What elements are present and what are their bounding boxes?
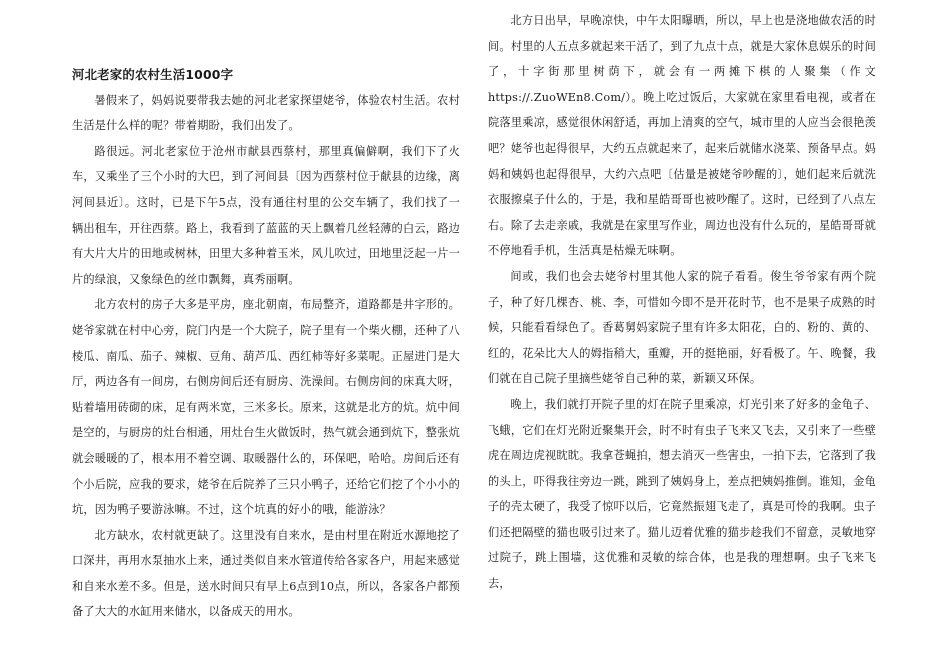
document-title: 河北老家的农村生活1000字	[72, 67, 234, 82]
paragraph: 路很远。河北老家位于沧州市献县西蔡村，那里真偏僻啊，我们下了火车，又乘坐了三个小时的大巴，到了河间县〔因为西蔡村位于献县的边缘，离河间县近〕。这时，已是下午5点，没有通往村里的公交车辆了，我们找了一辆出租车，开往西蔡。路上，我看到了蓝蓝的天上飘着几丝轻薄的白云，路边有大片大片的田地或树林，田里大多种着玉米，风儿吹过，田地里泛起一片一片的绿浪，又象绿色的丝巾飘舞，真秀丽啊。	[72, 144, 460, 286]
paragraph: 间或，我们也会去姥爷村里其他人家的院子看看。俊生爷爷家有两个院子，种了好几棵杏、桃、李，可惜如今即不是开花时节，也不是果子成熟的时候，只能看看绿色了。香葛舅妈家院子里有许多太阳花，白的、粉的、黄的、红的，花朵比大人的姆指稍大，重瓣，开的挺艳丽，好看极了。午、晚餐，我们就在自己院子里摘些姥爷自己种的菜，新颖又环保。	[488, 269, 876, 386]
paragraph: 暑假来了，妈妈说要带我去她的河北老家探望姥爷，体验农村生活。农村生活是什么样的呢？带着期盼，我们出发了。	[72, 93, 460, 133]
paragraph: 晚上，我们就打开院子里的灯在院子里乘凉，灯光引来了好多的金龟子、飞蛾，它们在灯光附近聚集开会，时不时有虫子飞来又飞去，又引来了一些壁虎在周边虎视眈眈。我拿苍蝇拍，想去消灭一些害虫，一拍下去，它落到了我的头上，吓得我往旁边一跳，跳到了姨妈身上，差点把姨妈推倒。谁知，金龟子的壳太硬了，我受了惊吓以后，它竟然振翅飞走了，真是可怜的我啊。虫子们还把隔壁的猫也吸引过来了。猫儿迈着优雅的猫步趁我们不留意，灵敏地穿过院子，跳上围墙，这优雅和灵敏的综合体，也是我的理想啊。虫子飞来飞去，	[488, 397, 876, 591]
left-column	[72, 62, 460, 625]
paragraph: 北方缺水，农村就更缺了。这里没有自来水，是由村里在附近水源地挖了口深井，再用水泵抽水上来，通过类似自来水管道传给各家各户，用起来感觉和自来水差不多。但是，送水时间只有早上6点到10点，所以，各家各户都预备了大大的水缸用来储水，以备成天的用水。	[72, 528, 460, 619]
right-column	[488, 8, 876, 597]
paragraph: 北方日出早，早晚凉快，中午太阳曝晒，所以，早上也是浇地做农活的时间。村里的人五点多就起来干活了，到了九点十点，就是大家休息娱乐的时间了，十字街那里树荫下，就会有一两摊下棋的人聚集（作文https://.ZuoWEn8.Com/）。晚上吃过饭后，大家就在家里看电视，或者在院落里乘凉，感觉很休闲舒适，再加上清爽的空气，城市里的人应当会很艳羡吧？姥爷也起得很早，大约五点就起来了，起来后就储水浇菜、预备早点。妈妈和姨妈也起得很早，大约六点吧〔估量是被姥爷吵醒的〕，她们起来后就洗衣服擦桌子什么的，于是，我和星皓哥哥也被吵醒了。这时，已经到了八点左右。除了去走亲戚，我就是在家里写作业，周边也没有什么玩的，星皓哥哥就不停地看手机，生活真是枯燥无味啊。	[488, 14, 876, 258]
paragraph: 北方农村的房子大多是平房，座北朝南，布局整齐，道路都是井字形的。姥爷家就在村中心旁，院门内是一个大院子，院子里有一个柴火棚，还种了八棱瓜、南瓜、茄子、辣椒、豆角、葫芦瓜、西红柿等好多菜呢。正屋进门是大厅，两边各有一间房，右侧房间后还有厨房、洗澡间。右侧房间的床真大呀，贴着墙用砖砌的床，足有两米宽，三米多长。原来，这就是北方的炕。炕中间是空的，与厨房的灶台相通，用灶台生火做饭时，热气就会通到炕下，整张炕就会暖暖的了，根本用不着空调、取暖器什么的，环保吧，哈哈。房间后还有个小后院，应我的要求，姥爷在后院养了三只小鸭子，还给它们挖了个小小的坑，因为鸭子要游泳嘛。不过，这个坑真的好小的哦，能游泳？	[72, 298, 460, 517]
